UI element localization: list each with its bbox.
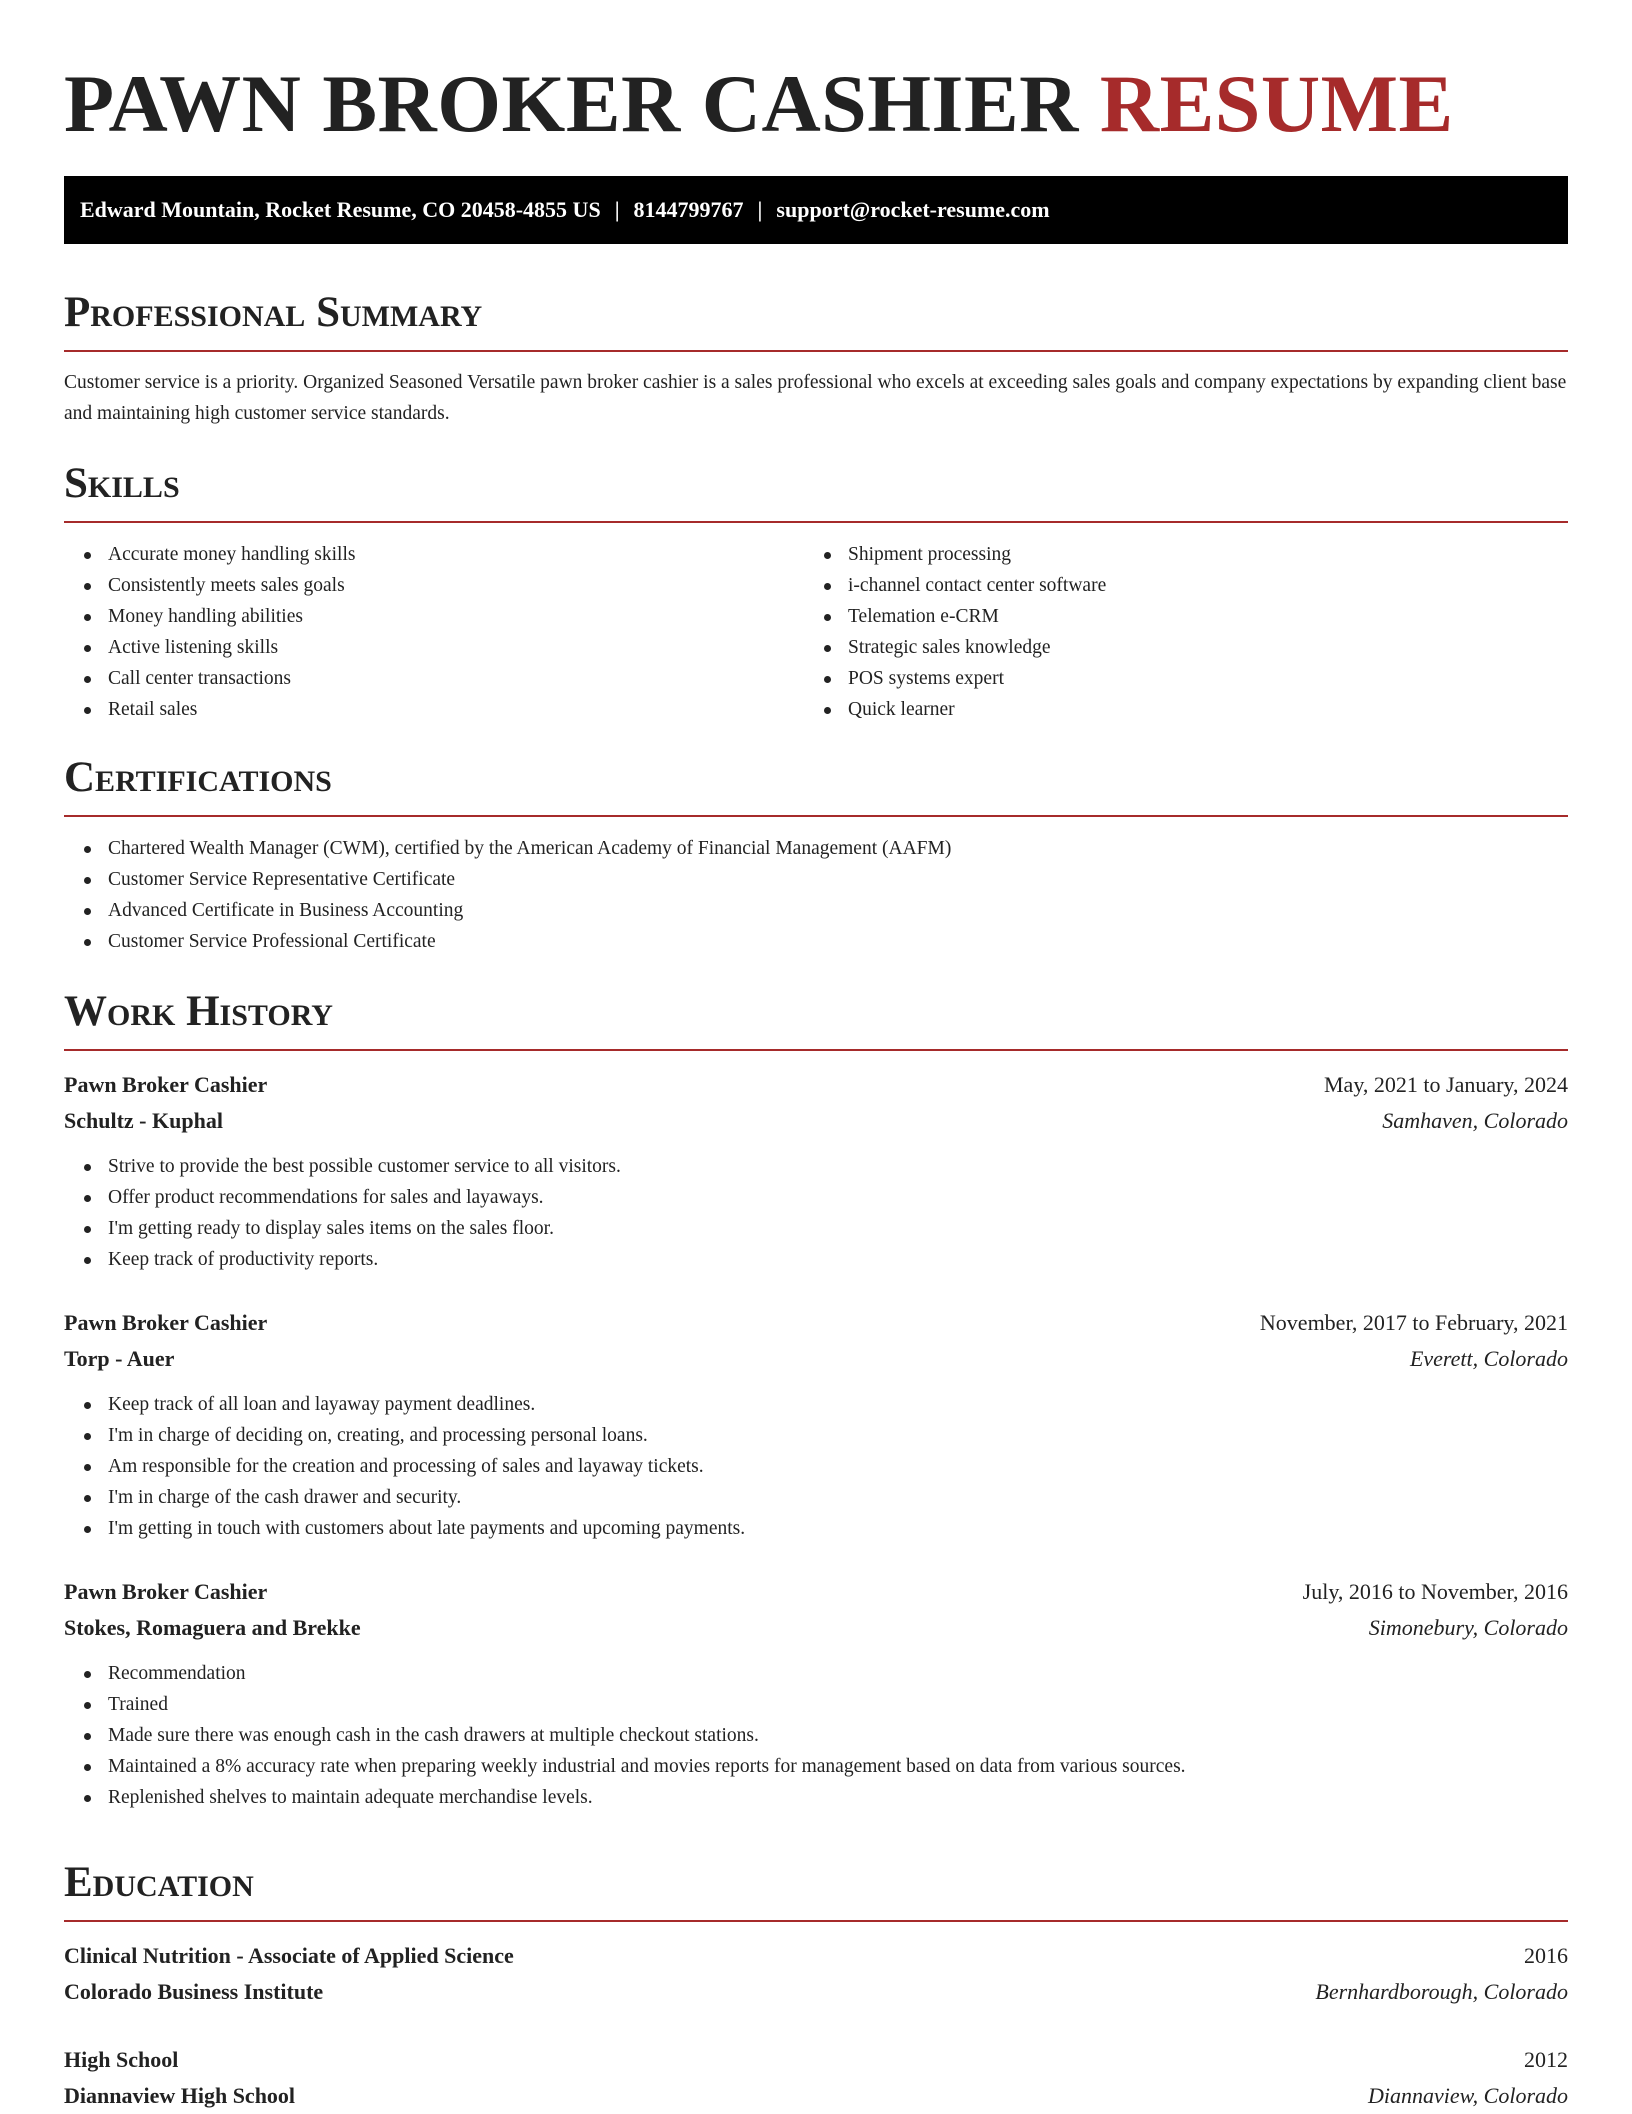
education-degree-row xyxy=(64,2042,1568,2078)
job-header-row xyxy=(64,1305,1568,1341)
skill-item: Accurate money handling skills xyxy=(64,539,804,570)
skill-item: Retail sales xyxy=(64,694,804,725)
job-role: Pawn Broker Cashier xyxy=(64,1072,268,1097)
job-role: Pawn Broker Cashier xyxy=(64,1310,268,1335)
contact-separator: | xyxy=(614,197,620,222)
contact-bar xyxy=(64,176,1568,244)
education-degree-row xyxy=(64,1938,1568,1974)
skill-item: i-channel contact center software xyxy=(804,570,1544,601)
job-dates: July, 2016 to November, 2016 xyxy=(1302,1579,1568,1604)
section-title: Skills xyxy=(64,460,180,507)
job-duty-item: Offer product recommendations for sales and layaways. xyxy=(64,1182,1568,1213)
job-entry xyxy=(64,1574,1568,1813)
job-duties xyxy=(64,1389,1568,1544)
skill-item: Strategic sales knowledge xyxy=(804,632,1544,663)
job-header-row xyxy=(64,1574,1568,1610)
job-duty-item: Maintained a 8% accuracy rate when preparing weekly industrial and movies reports for management based on data from various sources. xyxy=(64,1751,1568,1782)
section-divider xyxy=(64,1049,1568,1051)
skills-list-left xyxy=(64,539,804,725)
certification-item: Chartered Wealth Manager (CWM), certified by the American Academy of Financial Management (AAFM) xyxy=(64,833,1568,864)
job-duty-item: I'm getting ready to display sales items on the sales floor. xyxy=(64,1213,1568,1244)
section-divider xyxy=(64,350,1568,352)
education-entry xyxy=(64,2042,1568,2114)
education-location: Bernhardborough, Colorado xyxy=(1315,1979,1568,2004)
skills-column-left xyxy=(64,523,804,725)
job-company: Stokes, Romaguera and Brekke xyxy=(64,1615,361,1640)
education-school-row xyxy=(64,2078,1568,2114)
section-title: Work History xyxy=(64,988,333,1035)
section-title: Professional Summary xyxy=(64,289,483,336)
job-duty-item: Am responsible for the creation and processing of sales and layaway tickets. xyxy=(64,1451,1568,1482)
skill-item: Quick learner xyxy=(804,694,1544,725)
skill-item: Money handling abilities xyxy=(64,601,804,632)
job-dates: November, 2017 to February, 2021 xyxy=(1259,1310,1568,1335)
education-year: 2016 xyxy=(1524,1943,1568,1968)
contact-email[interactable]: support@rocket-resume.com xyxy=(776,197,1050,222)
certifications-section xyxy=(64,753,1568,957)
certification-item: Customer Service Professional Certificate xyxy=(64,926,1568,957)
section-divider xyxy=(64,815,1568,817)
job-duty-item: Keep track of productivity reports. xyxy=(64,1244,1568,1275)
job-dates: May, 2021 to January, 2024 xyxy=(1324,1072,1568,1097)
section-divider xyxy=(64,1920,1568,1922)
skills-column-right xyxy=(804,523,1544,725)
education-section xyxy=(64,1858,1568,2114)
job-company-row xyxy=(64,1103,1568,1139)
job-company: Schultz - Kuphal xyxy=(64,1108,223,1133)
skill-item: POS systems expert xyxy=(804,663,1544,694)
skills-section xyxy=(64,459,1568,725)
job-location: Samhaven, Colorado xyxy=(1382,1108,1568,1133)
skills-columns xyxy=(64,523,1568,725)
section-title: Certifications xyxy=(64,754,332,801)
education-degree: Clinical Nutrition - Associate of Applied Science xyxy=(64,1943,514,1968)
job-company-row xyxy=(64,1610,1568,1646)
resume-title xyxy=(64,56,1454,152)
education-degree: High School xyxy=(64,2047,179,2072)
summary-text: Customer service is a priority. Organized Seasoned Versatile pawn broker cashier is a sales professional who excels at exceeding sales goals and company expectations by expanding client base and maintaining high customer service standards. xyxy=(64,372,1567,424)
job-duty-item: Strive to provide the best possible customer service to all visitors. xyxy=(64,1151,1568,1182)
job-company-row xyxy=(64,1341,1568,1377)
education-year: 2012 xyxy=(1524,2047,1568,2072)
work-history-section xyxy=(64,987,1568,1813)
job-duty-item: I'm in charge of the cash drawer and security. xyxy=(64,1482,1568,1513)
job-duty-item: Keep track of all loan and layaway payment deadlines. xyxy=(64,1389,1568,1420)
job-duty-item: Trained xyxy=(64,1689,1568,1720)
education-entry xyxy=(64,1938,1568,2010)
section-title: Education xyxy=(64,1859,254,1906)
skill-item: Active listening skills xyxy=(64,632,804,663)
resume-title-main: PAWN BROKER CASHIER xyxy=(64,58,1079,149)
job-entry xyxy=(64,1067,1568,1275)
certifications-list xyxy=(64,833,1568,957)
contact-phone[interactable]: 8144799767 xyxy=(633,197,744,222)
education-school-row xyxy=(64,1974,1568,2010)
job-duties xyxy=(64,1151,1568,1275)
job-header-row xyxy=(64,1067,1568,1103)
skill-item: Shipment processing xyxy=(804,539,1544,570)
job-duties xyxy=(64,1658,1568,1813)
education-school: Diannaview High School xyxy=(64,2083,296,2108)
certification-item: Advanced Certificate in Business Accounting xyxy=(64,895,1568,926)
education-school: Colorado Business Institute xyxy=(64,1979,324,2004)
job-entry xyxy=(64,1305,1568,1544)
skills-list-right xyxy=(804,539,1544,725)
job-duty-item: Recommendation xyxy=(64,1658,1568,1689)
skill-item: Call center transactions xyxy=(64,663,804,694)
job-duty-item: I'm in charge of deciding on, creating, and processing personal loans. xyxy=(64,1420,1568,1451)
certification-item: Customer Service Representative Certificate xyxy=(64,864,1568,895)
contact-separator: | xyxy=(757,197,763,222)
job-duty-item: Made sure there was enough cash in the cash drawers at multiple checkout stations. xyxy=(64,1720,1568,1751)
skill-item: Consistently meets sales goals xyxy=(64,570,804,601)
job-company: Torp - Auer xyxy=(64,1346,175,1371)
job-duty-item: Replenished shelves to maintain adequate merchandise levels. xyxy=(64,1782,1568,1813)
job-duty-item: I'm getting in touch with customers about late payments and upcoming payments. xyxy=(64,1513,1568,1544)
job-location: Simonebury, Colorado xyxy=(1368,1615,1568,1640)
education-location: Diannaview, Colorado xyxy=(1367,2083,1568,2108)
contact-address: Edward Mountain, Rocket Resume, CO 20458-4855 US xyxy=(80,197,601,222)
job-role: Pawn Broker Cashier xyxy=(64,1579,268,1604)
resume-title-accent: RESUME xyxy=(1099,58,1454,149)
summary-section xyxy=(64,288,1568,429)
job-location: Everett, Colorado xyxy=(1409,1346,1568,1371)
skill-item: Telemation e-CRM xyxy=(804,601,1544,632)
